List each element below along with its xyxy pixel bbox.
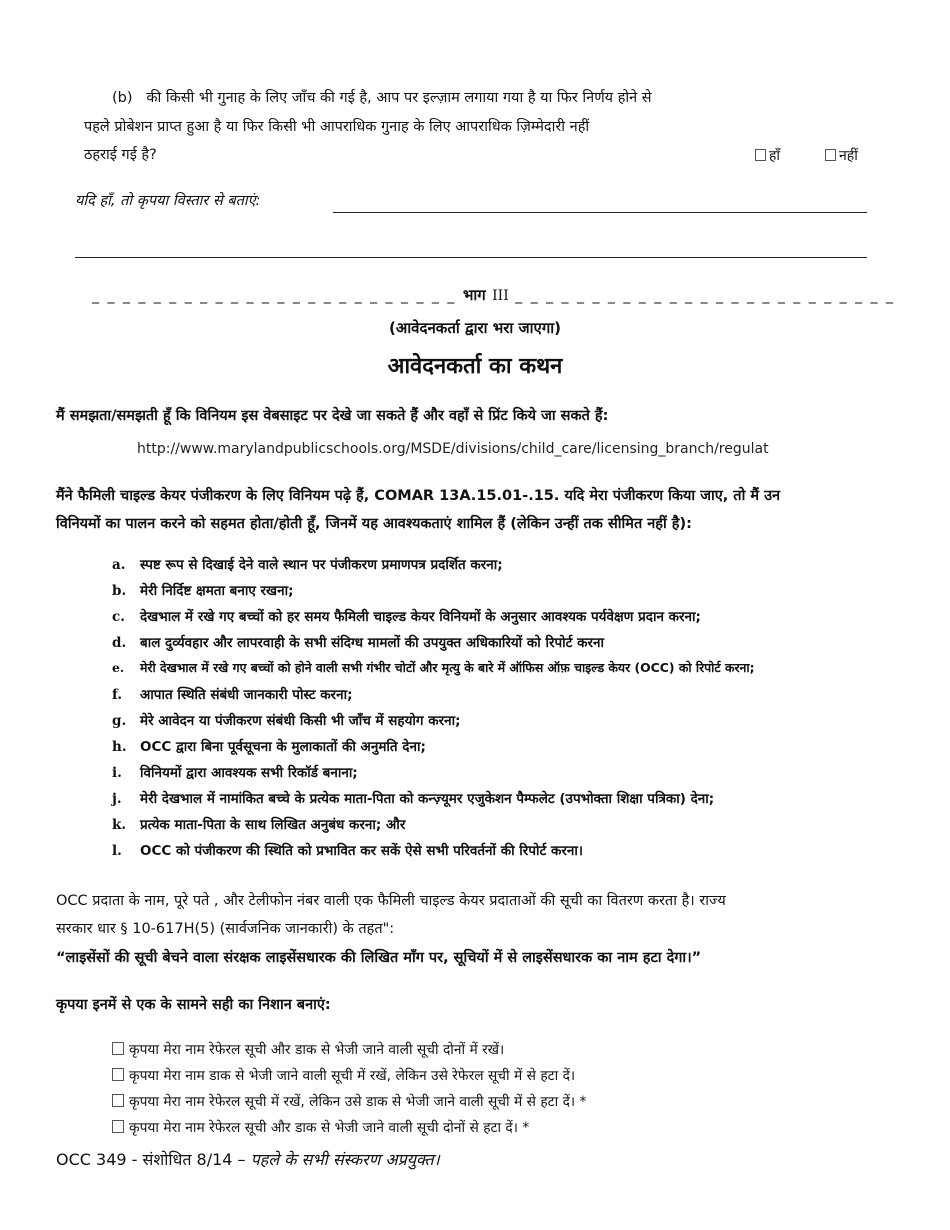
occ-quote: “लाइसेंसों की सूची बेचने वाला संरक्षक लाइसेंसधारक की लिखित माँग पर, सूचियों में से लाइसेंसधारक का नाम हटा देगा।” bbox=[56, 950, 702, 966]
no-checkbox[interactable] bbox=[825, 146, 858, 165]
agreement-line-2: विनियमों का पालन करने को सहमत होता/होती हूँ, जिनमें यह आवश्यकताएं शामिल हैं (लेकिन उन्हीं तक सीमित नहीं है): bbox=[56, 516, 692, 532]
option-label: कृपया मेरा नाम रेफेरल सूची और डाक से भेजी जाने वाली सूची दोनों में रखें। bbox=[129, 1042, 505, 1058]
page-title: आवेदनकर्ता का कथन bbox=[387, 354, 563, 379]
list-letter: a. bbox=[112, 557, 126, 573]
list-text: विनियमों द्वारा आवश्यक सभी रिकॉर्ड बनाना; bbox=[140, 765, 358, 781]
dashes-right: _ _ _ _ _ _ _ _ _ _ _ _ _ _ _ _ _ _ _ _ _ _ _ _ _ bbox=[515, 288, 896, 304]
option-checkbox[interactable] bbox=[112, 1066, 575, 1085]
list-letter: c. bbox=[112, 609, 125, 625]
list-letter: g. bbox=[112, 713, 127, 729]
list-item bbox=[112, 555, 503, 573]
option-label: कृपया मेरा नाम रेफेरल सूची और डाक से भेजी जाने वाली सूची दोनों से हटा दें। * bbox=[129, 1120, 530, 1136]
agreement-line-1: मैंने फैमिली चाइल्ड केयर पंजीकरण के लिए विनियम पढ़े हैं, COMAR 13A.15.01-.15. यदि मेरा पंजीकरण किया जाए, तो मैं उन bbox=[56, 488, 781, 504]
footer-note: पहले के सभी संस्करण अप्रयुक्त। bbox=[250, 1150, 440, 1169]
question-b-line-1 bbox=[112, 84, 652, 113]
list-letter: k. bbox=[112, 817, 127, 833]
list-text: देखभाल में रखे गए बच्चों को हर समय फैमिली चाइल्ड केयर विनियमों के अनुसार आवश्यक पर्यवेक्षण प्रदान करना; bbox=[140, 609, 701, 625]
list-letter: b. bbox=[112, 583, 127, 599]
details-input-line-2[interactable] bbox=[75, 257, 867, 258]
checkbox-icon bbox=[112, 1094, 124, 1107]
list-letter: e. bbox=[112, 660, 125, 675]
yes-checkbox[interactable] bbox=[755, 146, 780, 165]
understand-text: मैं समझता/समझती हूँ कि विनियम इस वेबसाइट पर देखे जा सकते हैं और वहाँ से प्रिंट किये जा सकते हैं: bbox=[56, 408, 609, 424]
question-b-text-1: की किसी भी गुनाह के लिए जाँच की गई है, आप पर इल्ज़ाम लगाया गया है या फिर निर्णय होने से bbox=[146, 90, 652, 106]
list-item bbox=[112, 763, 358, 781]
list-letter: f. bbox=[112, 687, 123, 703]
details-label: यदि हाँ, तो कृपया विस्तार से बताएं: bbox=[75, 193, 261, 209]
list-text: स्पष्ट रूप से दिखाई देने वाले स्थान पर पंजीकरण प्रमाणपत्र प्रदर्शित करना; bbox=[140, 557, 503, 573]
question-b-line-2: पहले प्रोबेशन प्राप्त हुआ है या फिर किसी भी आपराधिक गुनाह के लिए आपराधिक ज़िम्मेदारी नहीं bbox=[84, 119, 590, 135]
list-item bbox=[112, 711, 460, 729]
option-checkbox[interactable] bbox=[112, 1092, 586, 1111]
checkbox-icon bbox=[825, 149, 836, 161]
list-letter: j. bbox=[112, 791, 122, 807]
part-subtitle: (आवेदनकर्ता द्वारा भरा जाएगा) bbox=[388, 319, 562, 337]
option-label: कृपया मेरा नाम डाक से भेजी जाने वाली सूची में रखें, लेकिन उसे रेफेरल सूची में से हटा दें। bbox=[129, 1068, 576, 1084]
part-label: भाग bbox=[462, 286, 486, 304]
mark-instruction: कृपया इनमें से एक के सामने सही का निशान बनाएं: bbox=[56, 997, 331, 1013]
list-text: बाल दुर्व्यवहार और लापरवाही के सभी संदिग्ध मामलों की उपयुक्त अधिकारियों को रिपोर्ट करना bbox=[140, 635, 605, 651]
list-text: OCC द्वारा बिना पूर्वसूचना के मुलाकातों की अनुमति देना; bbox=[140, 739, 426, 755]
occ-statement-line-2: सरकार धार § 10-617H(5) (सार्वजनिक जानकारी) के तहत": bbox=[56, 921, 395, 937]
list-text: OCC को पंजीकरण की स्थिति को प्रभावित कर सकें ऐसे सभी परिवर्तनों की रिपोर्ट करना। bbox=[140, 843, 583, 859]
list-item bbox=[112, 581, 294, 599]
checkbox-icon bbox=[112, 1042, 124, 1055]
list-item bbox=[112, 737, 426, 755]
option-label: कृपया मेरा नाम रेफेरल सूची में रखें, लेकिन उसे डाक से भेजी जाने वाली सूची में से हटा दें। * bbox=[129, 1094, 587, 1110]
list-item bbox=[112, 815, 405, 833]
list-item bbox=[112, 841, 583, 859]
list-text: मेरी देखभाल में नामांकित बच्चे के प्रत्येक माता-पिता को कन्ज़्यूमर एजुकेशन पैम्फलेट (उपभोक्ता शिक्षा पत्रिका) देना; bbox=[140, 791, 715, 807]
checkbox-icon bbox=[112, 1068, 124, 1081]
option-checkbox[interactable] bbox=[112, 1040, 504, 1059]
dashes-left: _ _ _ _ _ _ _ _ _ _ _ _ _ _ _ _ _ _ _ _ _ _ _ _ bbox=[92, 288, 457, 304]
list-text: मेरे आवेदन या पंजीकरण संबंधी किसी भी जाँच में सहयोग करना; bbox=[140, 713, 461, 729]
list-letter: h. bbox=[112, 739, 127, 755]
footer-form-number: OCC 349 - संशोधित 8/14 – bbox=[56, 1150, 246, 1169]
list-letter: d. bbox=[112, 635, 127, 651]
question-b-line-3: ठहराई गई है? bbox=[84, 147, 157, 163]
list-text: प्रत्येक माता-पिता के साथ लिखित अनुबंध करना; और bbox=[140, 817, 406, 833]
part-divider bbox=[92, 285, 895, 305]
checkbox-icon bbox=[755, 149, 766, 161]
list-item bbox=[112, 607, 701, 625]
occ-statement-line-1: OCC प्रदाता के नाम, पूरे पते , और टेलीफोन नंबर वाली एक फैमिली चाइल्ड केयर प्रदाताओं की सूची का वितरण करता है। राज्य bbox=[56, 893, 726, 909]
regulations-link[interactable]: http://www.marylandpublicschools.org/MSDE/divisions/child_care/licensing_branch/regulat bbox=[137, 441, 769, 457]
list-text: मेरी देखभाल में रखे गए बच्चों को होने वाली सभी गंभीर चोटों और मृत्यु के बारे में ऑफिस ऑफ़ चाइल्ड केयर (OCC) को रिपोर्ट करना; bbox=[140, 660, 755, 675]
list-text: मेरी निर्दिष्ट क्षमता बनाए रखना; bbox=[140, 583, 294, 599]
question-b-label: (b) bbox=[112, 90, 133, 106]
no-label: नहीं bbox=[839, 148, 858, 164]
list-item bbox=[112, 789, 714, 807]
list-letter: i. bbox=[112, 765, 122, 781]
part-number: III bbox=[492, 288, 509, 304]
checkbox-icon bbox=[112, 1120, 124, 1133]
list-letter: l. bbox=[112, 843, 122, 859]
option-checkbox[interactable] bbox=[112, 1118, 529, 1137]
list-item bbox=[112, 659, 755, 676]
list-item bbox=[112, 685, 352, 703]
yes-label: हाँ bbox=[769, 148, 781, 164]
list-text: आपात स्थिति संबंधी जानकारी पोस्ट करना; bbox=[140, 687, 353, 703]
footer bbox=[56, 1148, 440, 1170]
details-input-line-1[interactable] bbox=[333, 212, 867, 213]
list-item bbox=[112, 633, 604, 651]
